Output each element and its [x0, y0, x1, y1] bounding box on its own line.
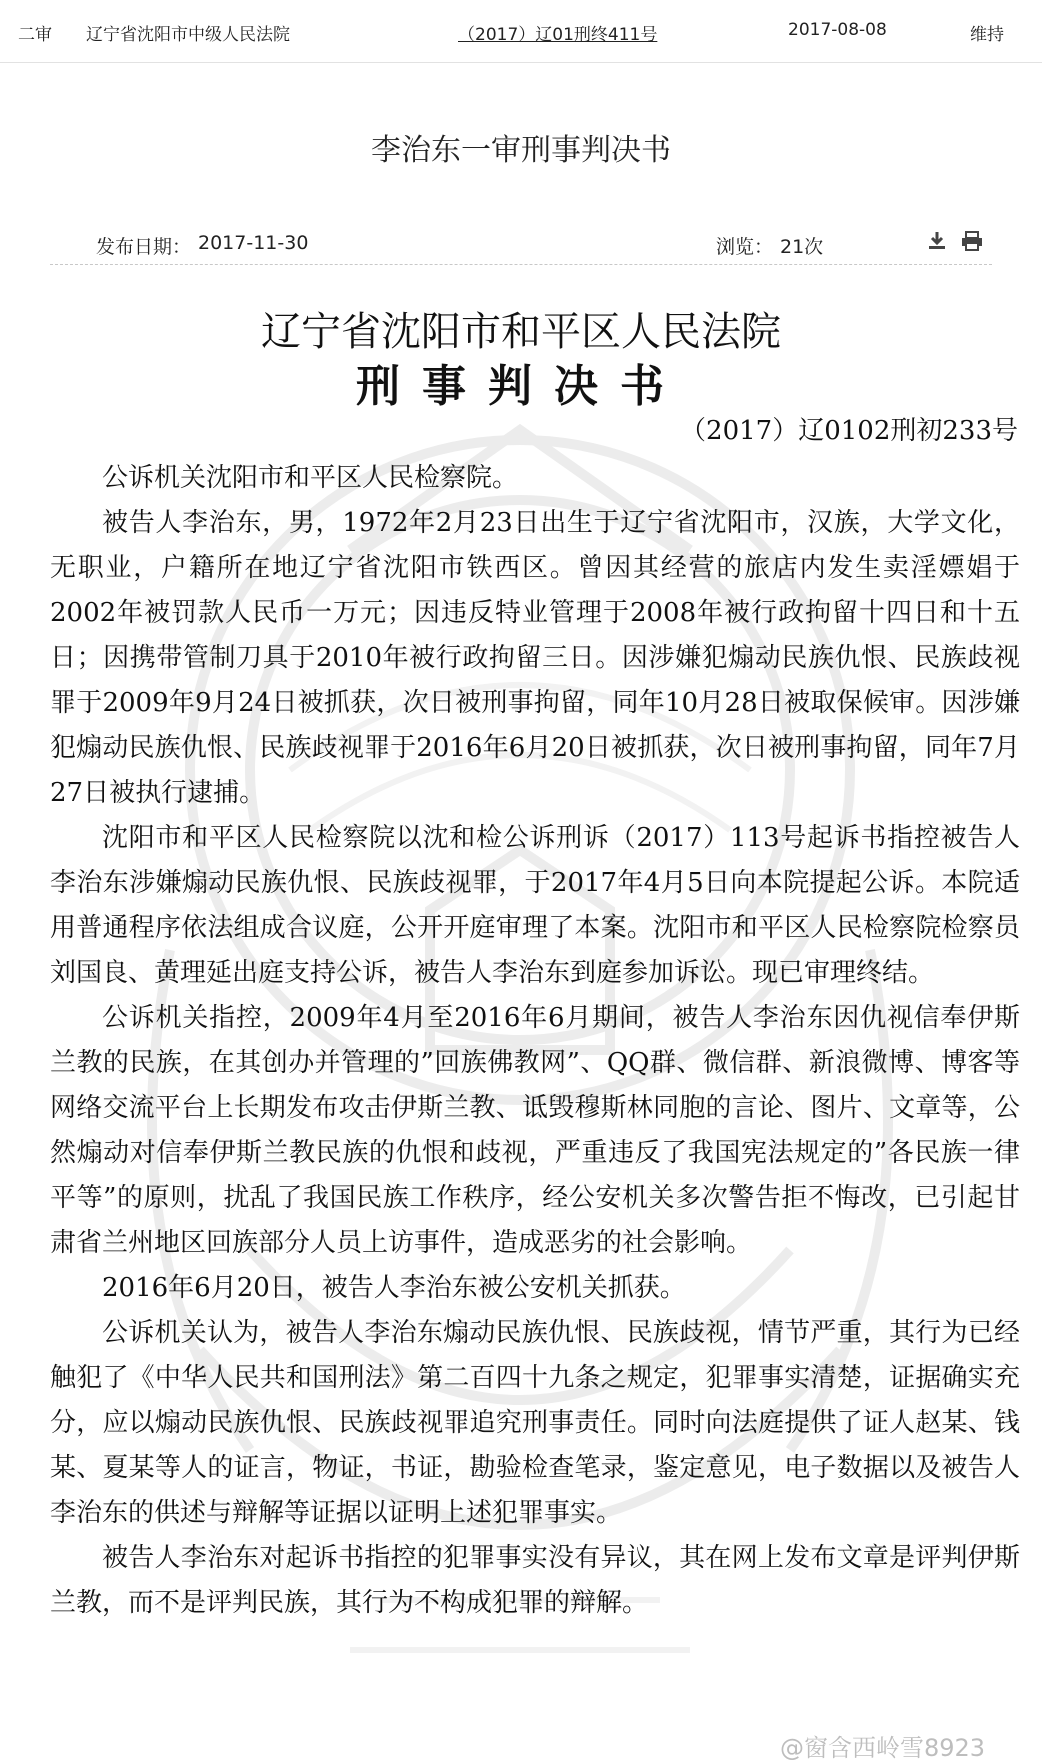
views-count: 21次 — [780, 236, 824, 258]
download-icon[interactable] — [926, 230, 948, 252]
judgment-doc-type: 刑事判决书 — [356, 361, 686, 412]
print-icon[interactable] — [960, 230, 984, 252]
case-result: 维持 — [970, 25, 1004, 45]
weibo-watermark: @窗含西岭雪8923 — [780, 1734, 986, 1762]
case-date: 2017-08-08 — [788, 20, 887, 40]
trial-level: 二审 — [18, 25, 52, 45]
publish-date-label: 发布日期： — [96, 236, 192, 258]
court-name-link[interactable]: 辽宁省沈阳市中级人民法院 — [86, 25, 290, 45]
document-title: 李治东一审刑事判决书 — [371, 133, 671, 168]
case-info-bar — [0, 0, 1042, 63]
paragraph-prosecution-view: 公诉机关认为，被告人李治东煽动民族仇恨、民族歧视，情节严重，其行为已经触犯了《中华人民共和国刑法》第二百四十九条之规定，犯罪事实清楚，证据确实充分，应以煽动民族仇恨、民族歧视罪追究刑事责任。同时向法庭提供了证人赵某、钱某、夏某等人的证言，物证，书证，勘验检查笔录，鉴定意见，电子数据以及被告人李治东的供述与辩解等证据以证明上述犯罪事实。 — [50, 1318, 1020, 1528]
paragraph-charges: 公诉机关指控，2009年4月至2016年6月期间，被告人李治东因仇视信奉伊斯兰教的民族，在其创办并管理的”回族佛教网”、QQ群、微信群、新浪微博、博客等网络交流平台上长期发布攻击伊斯兰教、诋毁穆斯林同胞的言论、图片、文章等，公然煽动对信奉伊斯兰教民族的仇恨和歧视，严重违反了我国宪法规定的”各民族一律平等”的原则，扰乱了我国民族工作秩序，经公安机关多次警告拒不悔改，已引起甘肃省兰州地区回族部分人员上访事件，造成恶劣的社会影响。 — [50, 1003, 1020, 1258]
publish-date: 2017-11-30 — [198, 232, 309, 254]
paragraph-procedure: 沈阳市和平区人民检察院以沈和检公诉刑诉（2017）113号起诉书指控被告人李治东涉嫌煽动民族仇恨、民族歧视罪，于2017年4月5日向本院提起公诉。本院适用普通程序依法组成合议庭，公开开庭审理了本案。沈阳市和平区人民检察院检察员刘国良、黄理延出庭支持公诉，被告人李治东到庭参加诉讼。现已审理终结。 — [50, 823, 1020, 988]
paragraph-defense: 被告人李治东对起诉书指控的犯罪事实没有异议，其在网上发布文章是评判伊斯兰教，而不是评判民族，其行为不构成犯罪的辩解。 — [50, 1543, 1020, 1618]
judgment-court-name: 辽宁省沈阳市和平区人民法院 — [261, 309, 781, 355]
paragraph-arrest: 2016年6月20日，被告人李治东被公安机关抓获。 — [102, 1273, 686, 1303]
views-label: 浏览： — [716, 236, 774, 258]
judgment-body — [50, 456, 1020, 1626]
related-case-link[interactable]: （2017）辽01刑终411号 — [458, 25, 658, 45]
paragraph-defendant: 被告人李治东，男，1972年2月23日出生于辽宁省沈阳市，汉族，大学文化，无职业，户籍所在地辽宁省沈阳市铁西区。曾因其经营的旅店内发生卖淫嫖娼于2002年被罚款人民币一万元；因违反特业管理于2008年被行政拘留十四日和十五日；因携带管制刀具于2010年被行政拘留三日。因涉嫌犯煽动民族仇恨、民族歧视罪于2009年9月24日被抓获，次日被刑事拘留，同年10月28日被取保候审。因涉嫌犯煽动民族仇恨、民族歧视罪于2016年6月20日被抓获，次日被刑事拘留，同年7月27日被执行逮捕。 — [50, 508, 1020, 808]
document-actions — [926, 230, 990, 257]
judgment-case-number: （2017）辽0102刑初233号 — [680, 416, 1018, 446]
paragraph-prosecutor: 公诉机关沈阳市和平区人民检察院。 — [102, 463, 519, 493]
document-meta-row — [50, 228, 992, 265]
